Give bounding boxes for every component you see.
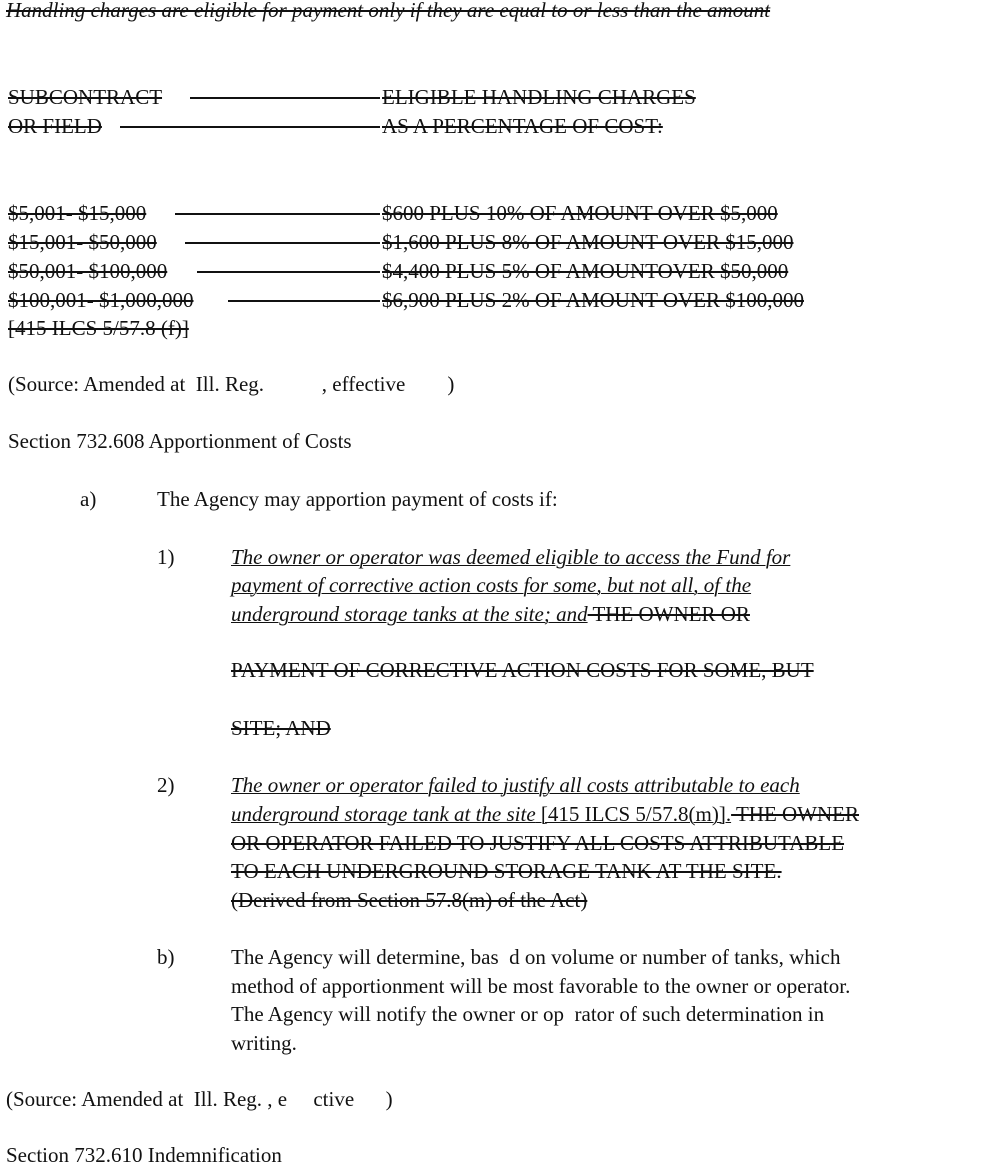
subsection-b-line-3: The Agency will notify the owner or op rator of such determination in: [231, 1002, 825, 1026]
item-1-line-1: The owner or operator was deemed eligible to access the Fund for: [231, 545, 791, 569]
row-rule-3: [197, 271, 380, 273]
item-2-strike-tail: THE OWNER: [731, 802, 860, 826]
item-2-strike-line-3: (Derived from Section 57.8(m) of the Act): [231, 888, 588, 912]
item-2-line-2-italic: underground storage tank at the site: [231, 802, 536, 826]
item-1-strike-line-1: PAYMENT OF CORRECTIVE ACTION COSTS FOR SOME, BUT: [231, 658, 814, 682]
subsection-b-line-4: writing.: [231, 1031, 297, 1055]
subsection-b-line-2: method of apportionment will be most favorable to the owner or operator.: [231, 974, 851, 998]
row-rule-1: [175, 213, 380, 215]
subsection-a-text: The Agency may apportion payment of costs if:: [157, 487, 558, 511]
table-row-range-1: $5,001- $15,000: [8, 201, 147, 225]
table-row-charge-1: $600 PLUS 10% OF AMOUNT OVER $5,000: [382, 201, 778, 225]
struck-intro-line: Handling charges are eligible for payment only if they are equal to or less than the amount: [6, 0, 771, 22]
section-608-title: Section 732.608 Apportionment of Costs: [8, 429, 352, 453]
item-1-label: 1): [157, 545, 175, 569]
table-header-left-2: OR FIELD: [8, 114, 102, 138]
item-2-line-1: The owner or operator failed to justify all costs attributable to each: [231, 773, 800, 797]
subsection-b-line-1: The Agency will determine, bas d on volume or number of tanks, which: [231, 945, 841, 969]
item-1-line-3: [231, 600, 750, 629]
table-row-charge-2: $1,600 PLUS 8% OF AMOUNT OVER $15,000: [382, 230, 794, 254]
table-row-charge-3: $4,400 PLUS 5% OF AMOUNTOVER $50,000: [382, 259, 789, 283]
table-row-range-4: $100,001- $1,000,000: [8, 288, 194, 312]
item-2-citation: [415 ILCS 5/57.8(m)].: [535, 802, 732, 826]
header-rule-1: [190, 97, 380, 99]
table-row-range-2: $15,001- $50,000: [8, 230, 157, 254]
item-1-line-3-italic: underground storage tanks at the site; and: [231, 602, 588, 626]
section-610-title: Section 732.610 Indemnification: [6, 1143, 282, 1167]
row-rule-4: [228, 300, 380, 302]
item-1-line-2: payment of corrective action costs for some, but not all, of the: [231, 573, 752, 597]
item-1-strike-line-2: SITE; AND: [231, 716, 331, 740]
item-1-strike-tail: THE OWNER OR: [587, 602, 750, 626]
source-note-1: (Source: Amended at Ill. Reg. , effective ): [8, 372, 455, 396]
item-2-strike-line-1: OR OPERATOR FAILED TO JUSTIFY ALL COSTS ATTRIBUTABLE: [231, 831, 845, 855]
item-2-strike-line-2: TO EACH UNDERGROUND STORAGE TANK AT THE SITE.: [231, 859, 782, 883]
source-note-2: (Source: Amended at Ill. Reg. , e ctive ): [6, 1087, 393, 1111]
table-citation: [415 ILCS 5/57.8 (f)]: [8, 316, 189, 340]
table-row-charge-4: $6,900 PLUS 2% OF AMOUNT OVER $100,000: [382, 288, 804, 312]
table-header-right-1: ELIGIBLE HANDLING CHARGES: [382, 85, 696, 109]
table-row-range-3: $50,001- $100,000: [8, 259, 168, 283]
header-rule-2: [120, 126, 380, 128]
item-2-line-2: [231, 800, 859, 829]
item-2-label: 2): [157, 773, 175, 797]
row-rule-2: [185, 242, 380, 244]
subsection-b-label: b): [157, 945, 175, 969]
table-header-right-2: AS A PERCENTAGE OF COST:: [382, 114, 663, 138]
table-header-left-1: SUBCONTRACT: [8, 85, 163, 109]
subsection-a-label: a): [80, 487, 97, 511]
